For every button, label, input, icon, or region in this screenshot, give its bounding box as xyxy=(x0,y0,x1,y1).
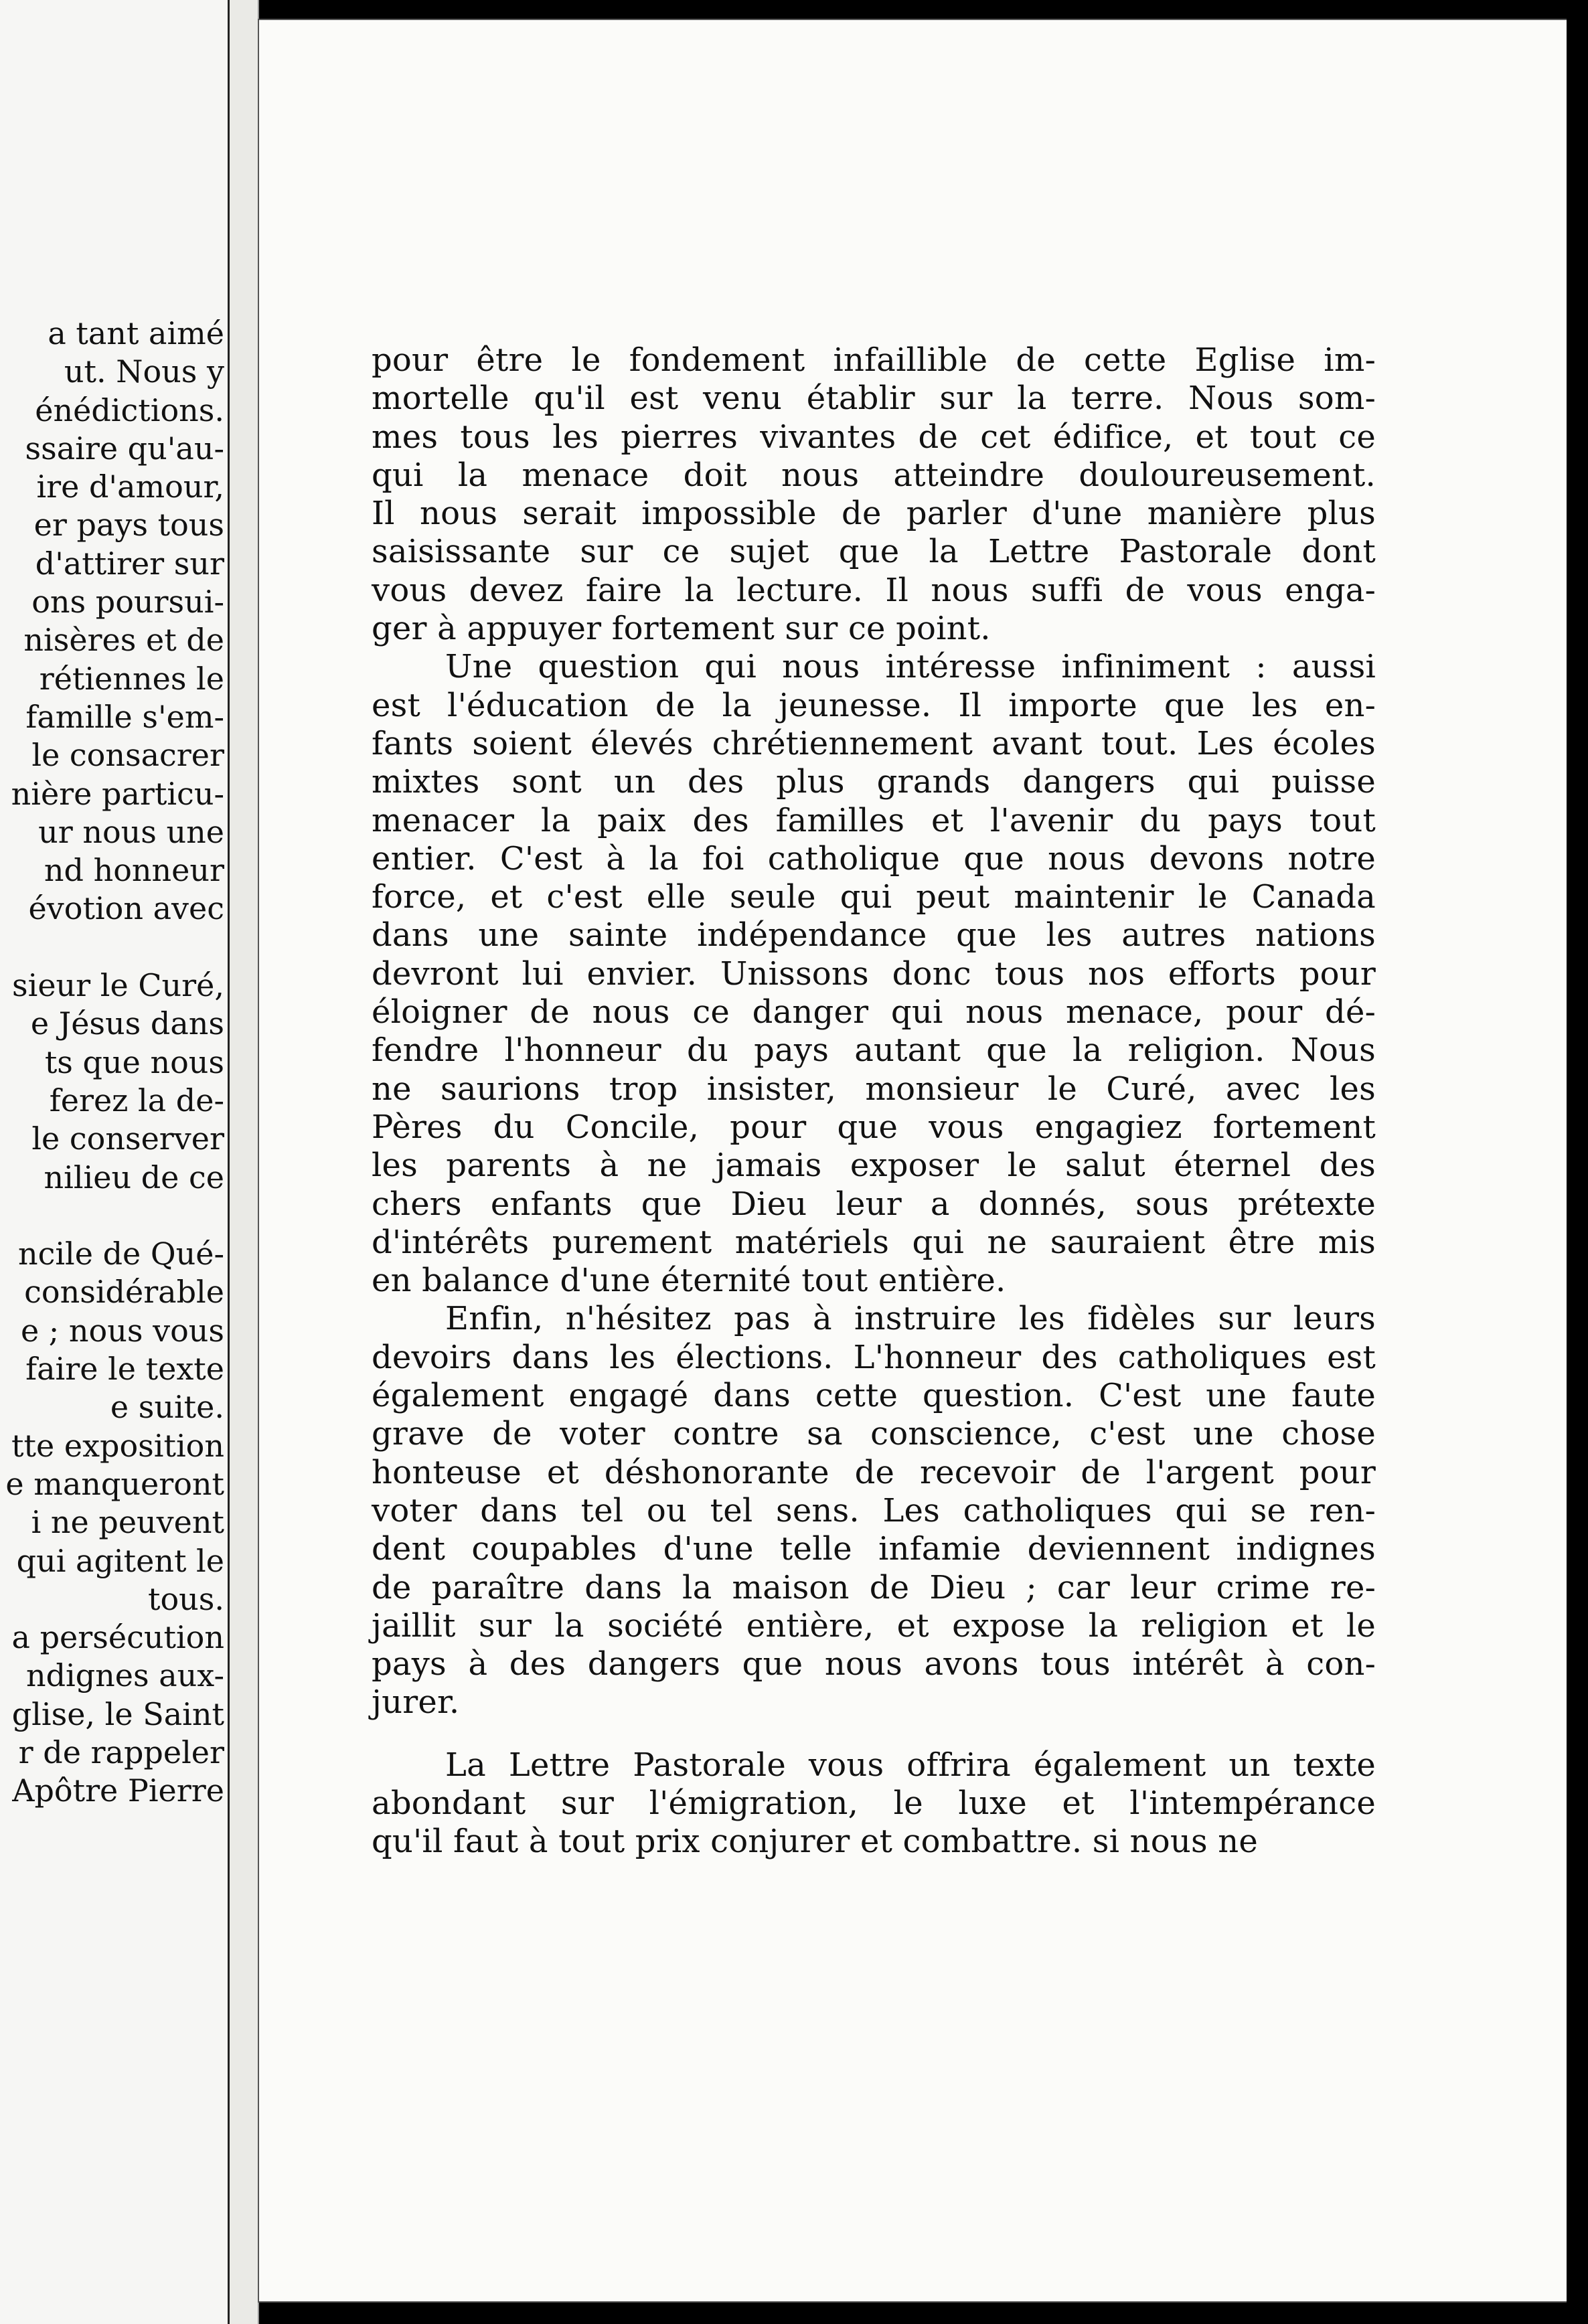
left-page-line: e Jésus dans xyxy=(30,1005,224,1042)
left-page-line: glise, le Saint xyxy=(11,1695,224,1732)
text-line: devoirs dans les élections. L'honneur des catholiques est xyxy=(372,1338,1376,1376)
text-line: qu'il faut à tout prix conjurer et combattre. si nous ne xyxy=(372,1823,1258,1861)
right-page xyxy=(258,19,1570,2303)
left-page-line: r de rappeler xyxy=(18,1734,224,1770)
text-line: vous devez faire la lecture. Il nous suffi de vous enga- xyxy=(372,571,1376,609)
left-page-line: d'attirer sur xyxy=(35,545,224,582)
text-line: les parents à ne jamais exposer le salut éternel des xyxy=(372,1147,1376,1185)
left-page-line: a tant aimé xyxy=(48,315,224,351)
text-line: mixtes sont un des plus grands dangers qui puisse xyxy=(372,763,1376,801)
left-page-line: tous. xyxy=(147,1580,224,1617)
text-line: grave de voter contre sa conscience, c'est une chose xyxy=(372,1415,1376,1453)
text-line: éloigner de nous ce danger qui nous menace, pour dé- xyxy=(372,993,1376,1031)
left-page-line: a persécution xyxy=(11,1619,224,1656)
text-line: devront lui envier. Unissons donc tous nos efforts pour xyxy=(372,954,1376,993)
left-page-line: rétiennes le xyxy=(39,660,224,697)
left-page-text xyxy=(0,315,224,1811)
text-line: ne saurions trop insister, monsieur le Curé, avec les xyxy=(372,1070,1376,1108)
left-page-line: qui agitent le xyxy=(16,1542,224,1579)
left-page-line: ncile de Qué- xyxy=(17,1236,224,1272)
text-line: Enfin, n'hésitez pas à instruire les fidèles sur leurs xyxy=(445,1300,1376,1338)
left-page-line: Apôtre Pierre xyxy=(12,1772,224,1809)
left-page-line: nière particu- xyxy=(11,775,224,812)
left-page-line: sieur le Curé, xyxy=(12,967,224,1004)
left-page-line: er pays tous xyxy=(33,507,224,544)
text-line: également engagé dans cette question. C'est une faute xyxy=(372,1377,1376,1415)
left-page-line: e suite. xyxy=(110,1389,224,1426)
text-line: entier. C'est à la foi catholique que nous devons notre xyxy=(372,839,1376,878)
body-text xyxy=(372,341,1376,1861)
left-page-line: le consacrer xyxy=(31,737,224,774)
left-page-line: i ne peuvent xyxy=(31,1504,224,1541)
text-line: Une question qui nous intéresse infiniment : aussi xyxy=(445,648,1376,686)
text-line: voter dans tel ou tel sens. Les catholiques qui se ren- xyxy=(372,1491,1376,1529)
left-page-line: e manqueront xyxy=(5,1465,224,1502)
text-line: abondant sur l'émigration, le luxe et l'intempérance xyxy=(372,1784,1376,1822)
text-line: dent coupables d'une telle infamie deviennent indignes xyxy=(372,1530,1376,1568)
book-gutter xyxy=(228,0,259,2324)
left-page-line: nd honneur xyxy=(44,852,224,889)
text-line: menacer la paix des familles et l'avenir du pays tout xyxy=(372,801,1376,839)
left-page-line: ts que nous xyxy=(44,1044,224,1080)
left-page-fragment xyxy=(0,0,228,2324)
text-line: chers enfants que Dieu leur a donnés, sous prétexte xyxy=(372,1185,1376,1223)
left-page-line: e ; nous vous xyxy=(20,1312,224,1349)
left-page-line: ut. Nous y xyxy=(64,353,224,390)
text-line: pour être le fondement infaillible de cette Eglise im- xyxy=(372,341,1376,379)
text-line: dans une sainte indépendance que les autres nations xyxy=(372,916,1376,954)
text-line: pays à des dangers que nous avons tous intérêt à con- xyxy=(372,1645,1376,1683)
text-line: mes tous les pierres vivantes de cet édifice, et tout ce xyxy=(372,418,1376,456)
left-page-line: ndignes aux- xyxy=(25,1657,224,1694)
text-line: jaillit sur la société entière, et expose la religion et le xyxy=(372,1606,1376,1645)
paragraph xyxy=(372,1746,1376,1861)
left-page-line: considérable xyxy=(24,1274,224,1311)
left-page-line: famille s'em- xyxy=(25,698,224,735)
paragraph xyxy=(372,1300,1376,1722)
left-page-line xyxy=(0,928,224,967)
text-line: fants soient élevés chrétiennement avant tout. Les écoles xyxy=(372,724,1376,762)
text-line: saisissante sur ce sujet que la Lettre Pastorale dont xyxy=(372,533,1376,571)
left-page-line: ur nous une xyxy=(38,813,224,850)
paragraph xyxy=(372,341,1376,648)
left-page-line: ssaire qu'au- xyxy=(25,430,224,467)
text-line: force, et c'est elle seule qui peut maintenir le Canada xyxy=(372,878,1376,916)
text-line: honteuse et déshonorante de recevoir de l'argent pour xyxy=(372,1453,1376,1491)
paragraph-gap xyxy=(372,1722,1376,1746)
left-page-line: tte exposition xyxy=(11,1427,224,1464)
text-line: qui la menace doit nous atteindre douloureusement. xyxy=(372,456,1376,494)
left-page-line: ire d'amour, xyxy=(36,469,224,505)
text-line: La Lettre Pastorale vous offrira également un texte xyxy=(445,1746,1376,1784)
text-line: de paraître dans la maison de Dieu ; car leur crime re- xyxy=(372,1568,1376,1606)
left-page-line: évotion avec xyxy=(28,890,224,927)
left-page-line: faire le texte xyxy=(25,1351,224,1388)
scan-edge xyxy=(1567,0,1588,2324)
paragraph xyxy=(372,648,1376,1300)
text-line: fendre l'honneur du pays autant que la religion. Nous xyxy=(372,1031,1376,1070)
text-line: Il nous serait impossible de parler d'une manière plus xyxy=(372,495,1376,533)
text-line: mortelle qu'il est venu établir sur la terre. Nous som- xyxy=(372,380,1376,418)
text-line: ger à appuyer fortement sur ce point. xyxy=(372,610,991,648)
left-page-line: nilieu de ce xyxy=(44,1159,224,1195)
text-line: jurer. xyxy=(372,1683,460,1722)
left-page-line: énédictions. xyxy=(35,392,224,428)
left-page-line xyxy=(0,1197,224,1235)
left-page-line: ferez la de- xyxy=(49,1082,224,1118)
text-line: en balance d'une éternité tout entière. xyxy=(372,1262,1006,1300)
text-line: d'intérêts purement matériels qui ne sauraient être mis xyxy=(372,1223,1376,1261)
left-page-line: ons poursui- xyxy=(31,584,224,620)
text-line: Pères du Concile, pour que vous engagiez fortement xyxy=(372,1108,1376,1146)
left-page-line: le conserver xyxy=(31,1120,224,1157)
left-page-line: nisères et de xyxy=(23,622,224,659)
text-line: est l'éducation de la jeunesse. Il importe que les en- xyxy=(372,686,1376,724)
